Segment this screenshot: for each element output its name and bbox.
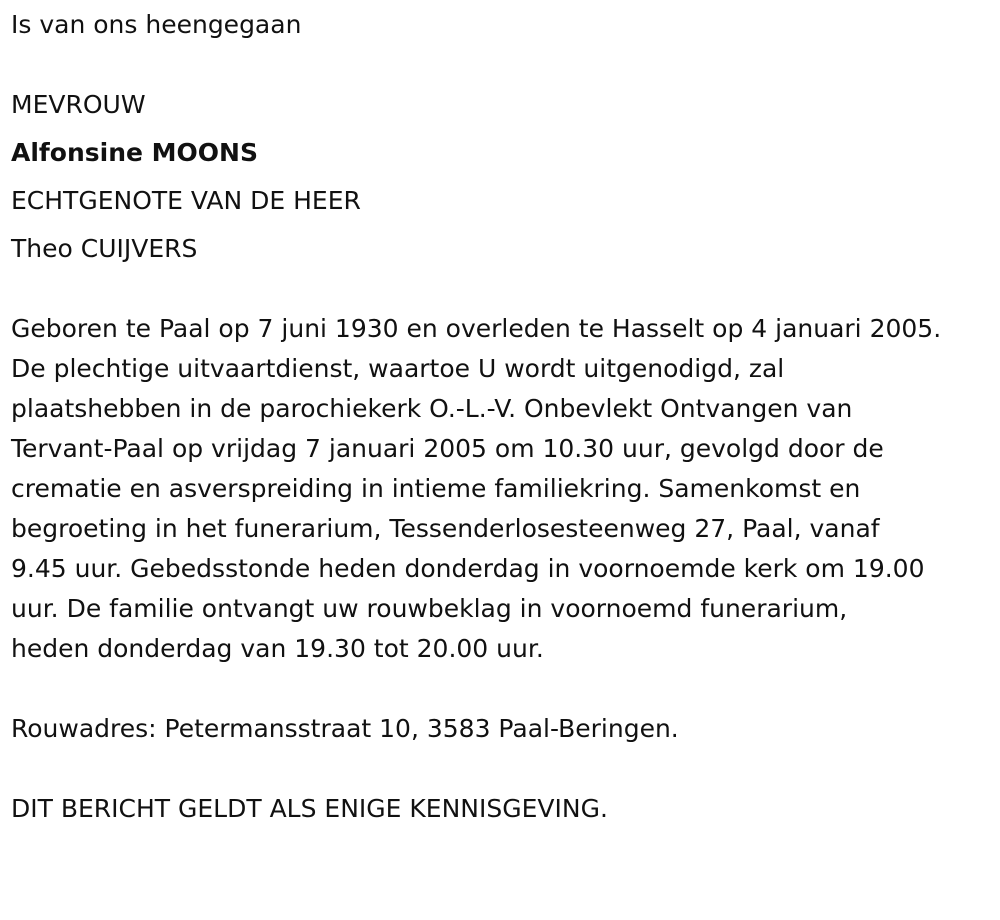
service-line: begroeting in het funerarium, Tessenderlosesteenweg 27, Paal, vanaf bbox=[11, 514, 880, 543]
mourning-address: Rouwadres: Petermansstraat 10, 3583 Paal-Beringen. bbox=[11, 714, 679, 743]
deceased-name: Alfonsine MOONS bbox=[11, 138, 258, 167]
service-line: De plechtige uitvaartdienst, waartoe U wordt uitgenodigd, zal bbox=[11, 354, 785, 383]
service-line: crematie en asverspreiding in intieme familiekring. Samenkomst en bbox=[11, 474, 861, 503]
service-line: 9.45 uur. Gebedsstonde heden donderdag in voornoemde kerk om 19.00 bbox=[11, 554, 925, 583]
honorific-title: MEVROUW bbox=[11, 90, 146, 119]
service-paragraph bbox=[11, 349, 986, 669]
birth-death-text: Geboren te Paal op 7 juni 1930 en overleden te Hasselt op 4 januari 2005. bbox=[11, 314, 942, 343]
spouse-name: Theo CUIJVERS bbox=[11, 234, 198, 263]
service-line: heden donderdag van 19.30 tot 20.00 uur. bbox=[11, 634, 544, 663]
service-line: plaatshebben in de parochiekerk O.-L.-V. Onbevlekt Ontvangen van bbox=[11, 394, 853, 423]
intro-text: Is van ons heengegaan bbox=[11, 10, 302, 39]
relation-text: ECHTGENOTE VAN DE HEER bbox=[11, 186, 361, 215]
service-line: Tervant-Paal op vrijdag 7 januari 2005 om 10.30 uur, gevolgd door de bbox=[11, 434, 884, 463]
closing-notice: DIT BERICHT GELDT ALS ENIGE KENNISGEVING. bbox=[11, 794, 608, 823]
service-line: uur. De familie ontvangt uw rouwbeklag in voornoemd funerarium, bbox=[11, 594, 848, 623]
